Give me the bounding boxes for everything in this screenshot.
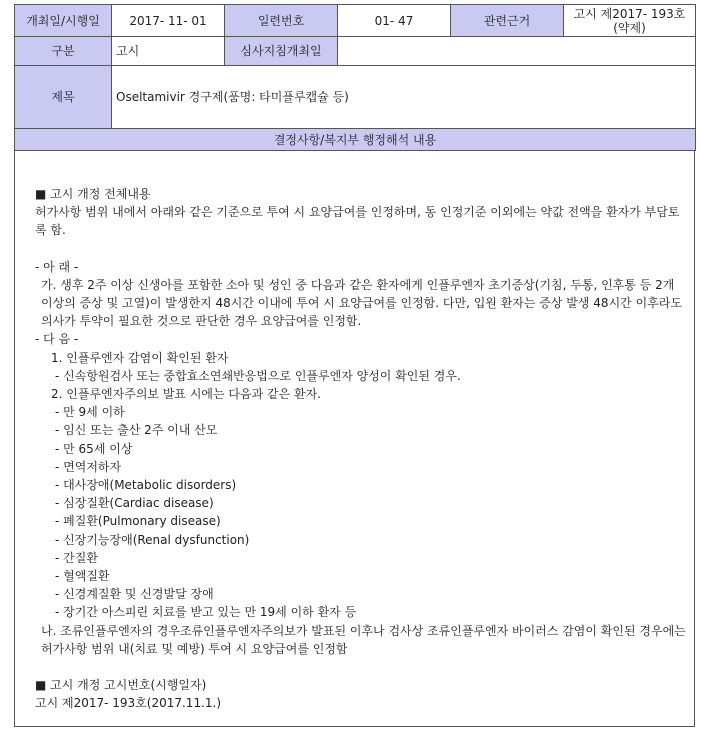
- criterion-2-item: - 혈액질환: [55, 569, 110, 584]
- heading-full-content: ■ 고시 개정 전체내용: [35, 187, 151, 201]
- intro-paragraph: 허가사항 범위 내에서 아래와 같은 기준으로 투여 시 요양급여를 인정하며, 동 인정기준 이외에는 약값 전액을 환자가 부담토록 함.: [35, 205, 680, 238]
- criterion-2-item: - 대사장애(Metabolic disorders): [55, 478, 237, 493]
- review-date-label: 심사지침개최일: [225, 37, 338, 66]
- title-value: Oseltamivir 경구제(품명: 타미플루캡슐 등): [112, 66, 696, 129]
- category-value: 고시: [112, 37, 225, 66]
- basis-label: 관련근거: [451, 5, 564, 37]
- criterion-2-item: - 임신 또는 출산 2주 이내 산모: [55, 423, 218, 438]
- section-header: 결정사항/복지부 행정해석 내용: [15, 129, 696, 151]
- date-label: 개최일/시행일: [15, 5, 112, 37]
- criterion-2-item: - 만 9세 이하: [55, 405, 125, 420]
- criterion-2: 2. 인플루엔자주의보 발표 시에는 다음과 같은 환자.: [51, 387, 321, 402]
- basis-value: 고시 제2017- 193호(약제): [564, 5, 696, 37]
- criterion-2-item: - 신경계질환 및 신경발달 장애: [55, 587, 214, 602]
- date-value: 2017- 11- 01: [112, 5, 225, 37]
- criterion-2-item: - 장기간 아스피린 치료를 받고 있는 만 19세 이하 환자 등: [55, 605, 357, 620]
- clause-na: 나. 조류인플루엔자의 경우조류인플루엔자주의보가 발표된 이후나 검사상 조류인플루엔자 바이러스 감염이 확인된 경우에는 허가사항 범위 내(치료 및 예방) 투여 시 요양급여를 인정함: [41, 623, 686, 656]
- title-label: 제목: [15, 66, 112, 129]
- criterion-2-item: - 간질환: [55, 550, 98, 565]
- content-box: [14, 151, 695, 727]
- following-heading: - 다 음 -: [35, 332, 79, 347]
- review-date-value: [338, 37, 696, 66]
- criterion-2-item: - 폐질환(Pulmonary disease): [55, 514, 221, 529]
- below-heading: - 아 래 -: [35, 259, 79, 274]
- clause-ga: 가. 생후 2주 이상 신생아를 포함한 소아 및 성인 중 다음과 같은 환자에게 인플루엔자 초기증상(기침, 두통, 인후통 등 2개 이상의 증상 및 고열)이 발생한지 48시간 이내에 투여 시 요양급여를 인정함. 다만, 입원 환자는 증상 발생 48시간 이후라도 의사가 투약이 필요한 것으로 판단한 경우 요양급여를 인정함.: [41, 277, 682, 329]
- criterion-1: 1. 인플루엔자 감염이 확인된 환자: [51, 350, 229, 365]
- criterion-2-item: - 신장기능장애(Renal dysfunction): [55, 532, 250, 547]
- serial-label: 일련번호: [225, 5, 338, 37]
- criterion-1-detail: - 신속항원검사 또는 중합효소연쇄반응법으로 인플루엔자 양성이 확인된 경우.: [55, 368, 461, 383]
- notice-document: [14, 4, 695, 727]
- serial-value: 01- 47: [338, 5, 451, 37]
- criterion-2-item: - 면역저하자: [55, 459, 122, 474]
- category-label: 구분: [15, 37, 112, 66]
- notice-number: 고시 제2017- 193호(2017.11.1.): [35, 696, 222, 711]
- criterion-2-item: - 만 65세 이상: [55, 441, 133, 456]
- criterion-2-item: - 심장질환(Cardiac disease): [55, 496, 214, 511]
- heading-notice-number: ■ 고시 개정 고시번호(시행일자): [35, 678, 207, 693]
- metadata-table: [14, 4, 696, 151]
